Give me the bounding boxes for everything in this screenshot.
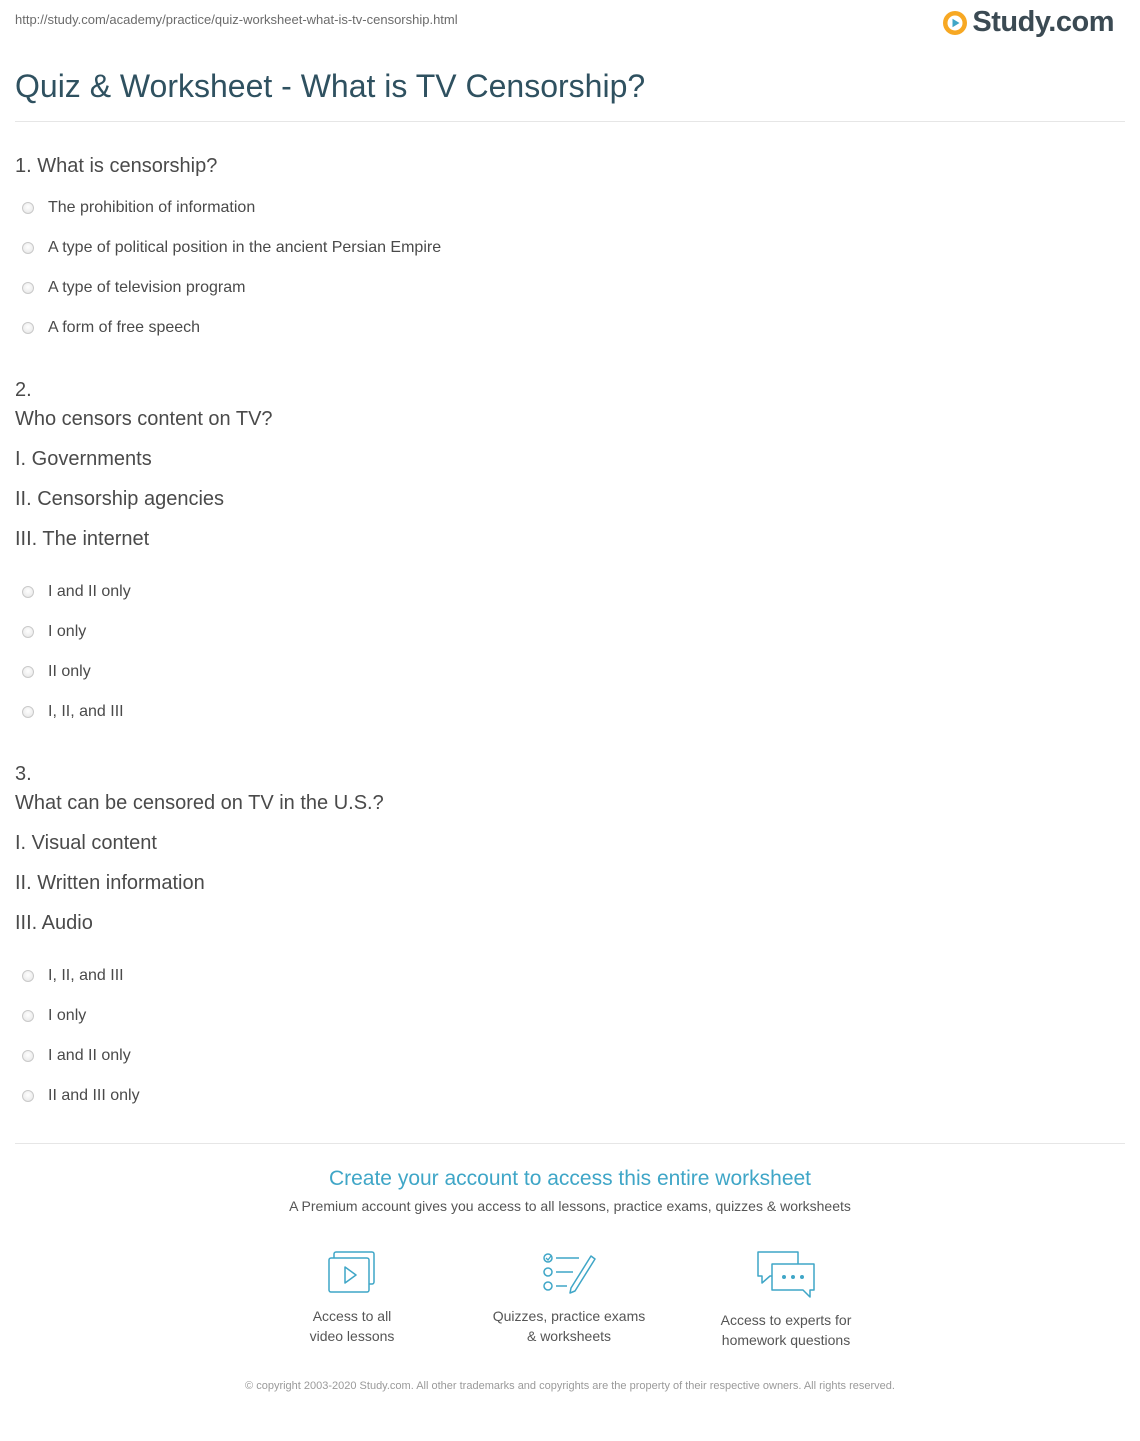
feature-experts [686,1250,886,1350]
quiz-checklist-icon [541,1250,597,1296]
question-1-prompt: 1. What is censorship? [15,155,218,177]
question-3-option-2[interactable] [22,1007,86,1025]
question-3-statement-3: III. Audio [15,912,93,934]
question-2-option-2[interactable] [22,623,86,641]
feature-video-line-1: Access to all [312,1308,392,1324]
option-label: A type of television program [48,279,246,296]
radio-button[interactable] [22,202,34,214]
title-divider [15,121,1125,122]
option-label: II and III only [48,1087,140,1104]
feature-video-line-2: video lessons [309,1328,395,1344]
question-2-option-4[interactable] [22,703,124,721]
question-1-option-3[interactable] [22,279,245,297]
option-label: I, II, and III [48,967,124,984]
question-3-statement-1: I. Visual content [15,832,157,854]
chat-bubbles-icon [754,1250,818,1300]
radio-button[interactable] [22,1090,34,1102]
question-2-option-1[interactable] [22,583,131,601]
question-1-option-1[interactable] [22,199,255,217]
radio-button[interactable] [22,626,34,638]
question-3-prompt: What can be censored on TV in the U.S.? [15,792,384,814]
radio-button[interactable] [22,322,34,334]
radio-button[interactable] [22,706,34,718]
create-account-link[interactable]: Create your account to access this entire worksheet [328,1167,812,1190]
option-label: The prohibition of information [48,199,256,216]
option-label: I and II only [48,583,131,600]
option-label: I only [48,623,87,640]
radio-button[interactable] [22,970,34,982]
radio-button[interactable] [22,1010,34,1022]
question-3-option-1[interactable] [22,967,124,985]
study-logo[interactable] [942,6,1114,39]
radio-button[interactable] [22,242,34,254]
feature-quizzes [469,1250,669,1346]
option-label: I and II only [48,1047,131,1064]
question-3-option-4[interactable] [22,1087,140,1105]
feature-experts-line-2: homework questions [721,1332,851,1348]
option-label: II only [48,663,91,680]
question-2-statement-2: II. Censorship agencies [15,488,225,510]
question-2-number: 2. [15,379,32,401]
radio-button[interactable] [22,282,34,294]
question-2-statement-3: III. The internet [15,528,150,550]
page-url: http://study.com/academy/practice/quiz-worksheet-what-is-tv-censorship.html [15,12,458,27]
radio-button[interactable] [22,1050,34,1062]
radio-button[interactable] [22,666,34,678]
cta-subtitle: A Premium account gives you access to all lessons, practice exams, quizzes & worksheets [289,1198,851,1214]
page-title: Quiz & Worksheet - What is TV Censorship? [15,68,646,104]
radio-button[interactable] [22,586,34,598]
question-2-option-3[interactable] [22,663,91,681]
question-3-statement-2: II. Written information [15,872,205,894]
feature-quizzes-line-1: Quizzes, practice exams [492,1308,646,1324]
cta-divider [15,1143,1125,1144]
feature-video-lessons [252,1250,452,1346]
option-label: A form of free speech [48,319,201,336]
feature-experts-line-1: Access to experts for [720,1312,852,1328]
copyright-notice: © copyright 2003-2020 Study.com. All other trademarks and copyrights are the property of their respective owners. All rights reserved. [245,1380,895,1392]
video-lessons-icon [326,1250,378,1296]
logo-text: Study.com [972,6,1114,38]
feature-quizzes-line-2: & worksheets [526,1328,612,1344]
question-3-option-3[interactable] [22,1047,131,1065]
option-label: I only [48,1007,87,1024]
option-label: I, II, and III [48,703,124,720]
question-3-number: 3. [15,763,32,785]
option-label: A type of political position in the ancient Persian Empire [48,239,442,256]
question-2-statement-1: I. Governments [15,448,152,470]
study-logo-icon [942,10,968,36]
question-1-option-4[interactable] [22,319,200,337]
question-2-prompt: Who censors content on TV? [15,408,273,430]
question-1-option-2[interactable] [22,239,441,257]
